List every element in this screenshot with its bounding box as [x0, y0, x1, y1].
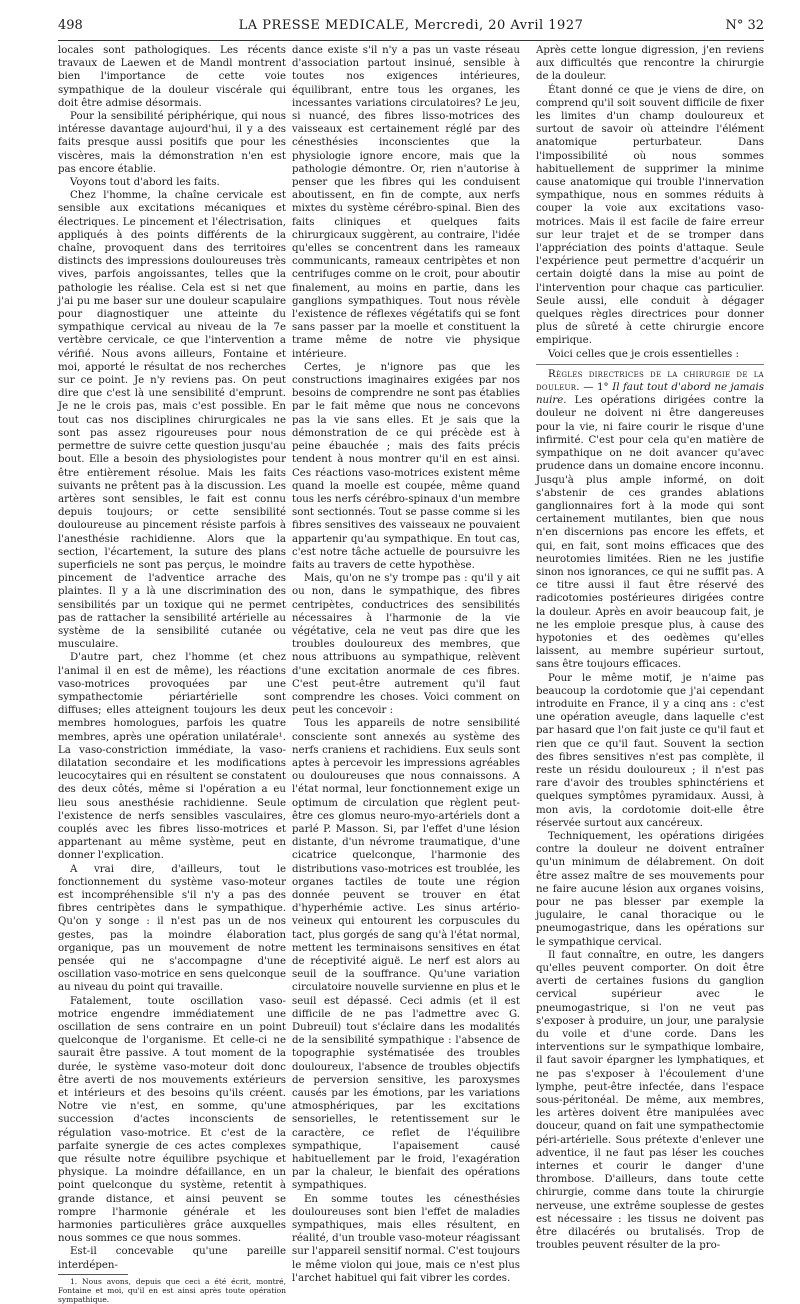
paragraph: Chez l'homme, la chaîne cervicale est sensible aux excitations mécaniques et électriques. Le pincement et l'électrisation, appliqués à des points différents de la chaîne, provoquent dans des territoires distincts des impressions douloureuses très vives, parfois angoissantes, telles que la pathologie les réalise. Cela est si net que j'ai pu me baser sur une douleur scapulaire pour diagnostiquer une atteinte du sympathique cervical au niveau de la 7e vertèbre cervicale, ce que l'intervention a vérifié. Nous avons ailleurs, Fontaine et moi, apporté le résultat de nos recherches sur ce point. Je n'y reviens pas. On peut dire que c'est là une sensibilité d'emprunt. Je ne le crois pas, mais c'est possible. En tout cas nos disciplines chirurgicales ne sont pas assez rigoureuses pour nous permettre de suivre cette question jusqu'au bout. Elle a besoin des physiologistes pour être entièrement résolue. Mais les faits suivants ne prêtent pas à la discussion. Les artères sont sensibles, le fait est connu depuis toujours; or cette sensibilité douloureuse au pincement résiste parfois à l'anesthésie rachidienne. Alors que la section, l'écartement, la suture des plans superficiels ne sont pas perçus, le moindre pincement de l'adventice arrache des plaintes. Il y a là une discrimination des sensibilités par un toxique qui ne permet pas de rattacher la sensibilité artérielle au système de la sensibilité cutanée ou musculaire.	[58, 190, 286, 651]
page-header	[58, 18, 764, 38]
page-number: 498	[58, 18, 83, 33]
section-rule	[536, 364, 764, 365]
paragraph: Il faut connaître, en outre, les dangers qu'elles peuvent comporter. On doit être averti de certaines fusions du ganglion cervical supérieur avec le pneumogastrique, si l'on ne veut pas s'exposer à produire, un jour, une paralysie du voile et d'une corde. Dans les interventions sur le sympathique lombaire, il faut savoir épargner les lymphatiques, et ne pas s'exposer à l'écoulement d'une lymphe, peut-être infectée, dans l'espace sous-péritonéal. De même, aux membres, les artères doivent être manipulées avec douceur, quand on fait une sympathectomie péri-artérielle. Sous prétexte d'enlever une adventice, il ne faut pas léser les couches internes et courir le danger d'une thrombose. D'ailleurs, dans toute cette chirurgie, comme dans toute la chirurgie nerveuse, une extrême souplesse de gestes est nécessaire : les tissus ne doivent pas être dilacérés ou brutalisés. Trop de troubles peuvent résulter de la pro-	[536, 949, 764, 1252]
paragraph: dance existe s'il n'y a pas un vaste réseau d'association partout insinué, sensible à toutes nos exigences intérieures, équilibrant, entre tous les organes, les incessantes variations circulatoires? Le jeu, si nuancé, des fibres lisso-motrices des vaisseaux est certainement réglé par des cénesthésies inconscientes que la physiologie ignore encore, mais que la pathologie démontre. Or, rien n'autorise à penser que les fibres qui les conduisent aboutissent, en fin de compte, aux nerfs mixtes du système cérébro-spinal. Bien des faits cliniques et quelques faits chirurgicaux suggèrent, au contraire, l'idée qu'elles se concentrent dans les rameaux communicants, rameaux centripètes et non centrifuges comme on le croit, pour aboutir finalement, au moins en partie, dans les ganglions sympathiques. Tout nous révèle l'existence de réflexes végétatifs qui se font sans passer par la moelle et constituent la trame même de notre vie physique intérieure.	[292, 45, 520, 360]
paragraph: A vrai dire, d'ailleurs, tout le fonctionnement du système vaso-moteur est incompréhensible s'il n'y a pas des fibres centripètes dans le sympathique. Qu'on y songe : il n'est pas un de nos gestes, pas la moindre élaboration organique, pas un mouvement de notre pensée qui ne s'accompagne d'une oscillation vaso-motrice en sens quelconque au niveau du point qui travaille.	[58, 863, 286, 994]
paragraph: Voici celles que je crois essentielles :	[548, 348, 739, 360]
rules-paragraph	[536, 368, 764, 672]
paragraph: Techniquement, les opérations dirigées contre la douleur ne doivent entraîner qu'un minimum de délabrement. On doit être assez maître de ses mouvements pour ne faire aucune lésion aux organes voisins, pour ne pas blesser par exemple la jugulaire, le canal thoracique ou le pneumogastrique, dans les opérations sur le sympathique cervical.	[536, 830, 764, 948]
paragraph: Étant donné ce que je viens de dire, on comprend qu'il soit souvent difficile de fixer les limites d'un champ douloureux et surtout de savoir où atteindre l'élément anatomique perturbateur. Dans l'impossibilité où nous sommes habituellement de supprimer la minime cause anatomique qui trouble l'innervation sympathique, nous en sommes réduits à couper la voie aux excitations vaso-motrices. Mais il est facile de faire erreur sur leur trajet et de se tromper dans l'appréciation des points d'attaque. Seule l'expérience peut permettre d'acquérir un certain doigté dans la mise au point de l'intervention pour chaque cas particulier. Seule aussi, elle conduit à dégager quelques règles directrices pour donner plus de sûreté à cette chirurgie encore empirique.	[536, 84, 764, 347]
paragraph: Pour le même motif, je n'aime pas beaucoup la cordotomie que j'ai cependant introduite en France, il y a cinq ans : c'est une opération aveugle, dans laquelle c'est par hasard que l'on fait juste ce qu'il faut et rien que ce qu'il faut. Souvent la section des fibres sensitives n'est pas complète, il reste un résidu douloureux ; il n'est pas rare d'avoir des troubles sphinctériens et quelques symptômes pyramidaux. Aussi, à mon avis, la cordotomie doit-elle être réservée surtout aux cancéreux.	[536, 672, 764, 829]
paragraph: Fatalement, toute oscillation vaso-motrice engendre immédiatement une oscillation de sens contraire en un point quelconque de l'organisme. Et celle-ci ne saurait être passive. A tout moment de la durée, le système vaso-moteur doit donc être averti de nos mouvements extérieurs et intérieurs et des besoins qu'ils créent. Notre vie n'est, en somme, qu'une succession d'actes inconscients de régulation vaso-motrice. Et c'est de la parfaite synergie de ces actes complexes que résulte notre équilibre psychique et physique. La moindre défaillance, en un point quelconque du système, retentit à grande distance, et ainsi peuvent se rompre l'harmonie générale et les harmonies particulières grâce auxquelles nous sommes ce que nous sommes.	[58, 995, 286, 1245]
column-2	[292, 44, 520, 1285]
paragraph: D'autre part, chez l'homme (et chez l'animal il en est de même), les réactions vaso-motrices provoquées par une sympathectomie périartérielle sont diffuses; elles atteignent toujours les deux membres homologues, parfois les quatre membres, après une opération unilatérale¹. La vaso-constriction immédiate, la vaso-dilatation secondaire et les modifications leucocytaires qui en résultent se constatent des deux côtés, même si l'opération a eu lieu sous anesthésie rachidienne. Seule l'existence de nerfs sensibles vasculaires, couplés avec les fibres lisso-motrices et appartenant au même système, peut en donner l'explication.	[58, 652, 286, 862]
paragraph: Pour la sensibilité périphérique, qui nous intéresse davantage aujourd'hui, il y a des faits presque aussi positifs que pour les viscères, mais la démonstration n'en est pas encore établie.	[58, 111, 286, 175]
paragraph: Après cette longue digression, j'en reviens aux difficultés que rencontre la chirurgie de la douleur.	[536, 45, 764, 83]
paragraph: locales sont pathologiques. Les récents travaux de Laewen et de Mandl montrent bien l'importance de cette voie sympathique de la douleur viscérale qui doit être admise désormais.	[58, 45, 286, 109]
journal-title: LA PRESSE MEDICALE, Mercredi, 20 Avril 1927	[238, 18, 584, 33]
column-1	[58, 44, 286, 1304]
header-rule	[58, 40, 764, 41]
paragraph: En somme toutes les cénesthésies douloureuses sont bien l'effet de maladies sympathiques, mais elles résultent, en réalité, d'un trouble vaso-moteur réagissant sur l'appareil sensitif normal. C'est toujours le même violon qui joue, mais ce n'est plus l'archet habituel qui fait vibrer les cordes.	[292, 1193, 520, 1284]
paragraph: Est-il concevable qu'une pareille interdépen-	[58, 1246, 286, 1271]
footnote-rule	[58, 1274, 128, 1275]
paragraph: Certes, je n'ignore pas que les constructions imaginaires exigées par nos besoins de comprendre ne sont pas établies par le fait même que nous ne concevons pas la vie sans elles. Et je sais que la démonstration de ce qui précède est à peine ébauchée ; mais des faits précis tendent à nous montrer qu'il en est ainsi. Ces réactions vaso-motrices existent même quand la moelle est coupée, même quand tous les nerfs cérébro-spinaux d'un membre sont sectionnés. Tout se passe comme si les fibres sensitives des vaisseaux ne pouvaient appartenir qu'au sympathique. En tout cas, c'est notre tâche actuelle de poursuivre les faits au travers de cette hypothèse.	[292, 361, 520, 571]
issue-number: N° 32	[725, 18, 764, 33]
rule-text: Les opérations dirigées contre la douleur ne doivent ni être dangereuses pour la vie, ni faire courir le risque d'une infirmité. C'est pour cela qu'en matière de sympathique on ne doit avancer qu'avec prudence dans un domaine encore inconnu. Jusqu'à plus ample informé, on doit s'abstenir de ces grandes ablations ganglionnaires fort à la mode qui sont certainement mutilantes, bien que nous n'en discernions pas encore les effets, et qui, en fait, sont moins efficaces que des neurotomies limitées. Rien ne les justifie sinon nos ignorances, ce qui ne suffit pas. A ce titre aussi il faut être réservé des radicotomies postérieures dirigées contre la douleur. Après en avoir beaucoup fait, je ne les emploie presque plus, à cause des hypotonies et des oedèmes qu'elles laissent, au membre supérieur surtout, sans être toujours efficaces.	[536, 395, 764, 671]
column-3	[536, 44, 764, 1252]
paragraph: Mais, qu'on ne s'y trompe pas : qu'il y ait ou non, dans le sympathique, des fibres centripètes, conductrices des sensibilités nécessaires à l'harmonie de la vie végétative, cela ne veut pas dire que les troubles douloureux des membres, que nous attribuons au sympathique, relèvent d'une excitation anormale de ces fibres. C'est peut-être autrement qu'il faut comprendre les choses. Voici comment on peut les concevoir :	[292, 573, 520, 717]
footnote: 1. Nous avons, depuis que ceci a été écrit, montré, Fontaine et moi, qu'il en est ainsi après toute opération sympathique.	[58, 1276, 286, 1304]
paragraph: Tous les appareils de notre sensibilité consciente sont annexés au système des nerfs craniens et rachidiens. Eux seuls sont aptes à percevoir les impressions agréables ou douloureuses que nous connaissons. A l'état normal, leur fonctionnement exige un optimum de circulation que règlent peut-être ces glomus neuro-myo-artériels dont a parlé P. Masson. Si, par l'effet d'une lésion distante, d'un névrome traumatique, d'une cicatrice quelconque, l'harmonie des distributions vaso-motrices est troublée, les organes tactiles de toute une région donnée peuvent se trouver en état d'hyperhémie active. Les sinus artério-veineux qui entourent les corpuscules du tact, plus gorgés de sang qu'à l'état normal, mettent les terminaisons sensitives en état de réceptivité aiguë. Le nerf est alors au seuil de la souffrance. Qu'une variation circulatoire nouvelle survienne en plus et le seuil est dépassé. Ceci admis (et il est difficile de ne pas l'admettre avec G. Dubreuil) tout s'éclaire dans les modalités de la sensibilité sympathique : l'absence de topographie systématisée des troubles douloureux, l'absence de troubles objectifs de perversion sensitive, les paroxysmes causés par les émotions, par les variations atmosphériques, par les excitations sensorielles, le retentissement sur le caractère, ce reflet de l'équilibre sympathique, l'apaisement causé habituellement par le froid, l'exagération par la chaleur, le bienfait des opérations sympathiques.	[292, 718, 520, 1192]
paragraph: Voyons tout d'abord les faits.	[70, 177, 220, 189]
section-heading: Règles directrices de la chirurgie de la douleur.	[536, 368, 764, 394]
rule-title: Il faut tout d'abord ne jamais nuire.	[536, 382, 764, 407]
rule-number: — 1°	[583, 382, 609, 394]
